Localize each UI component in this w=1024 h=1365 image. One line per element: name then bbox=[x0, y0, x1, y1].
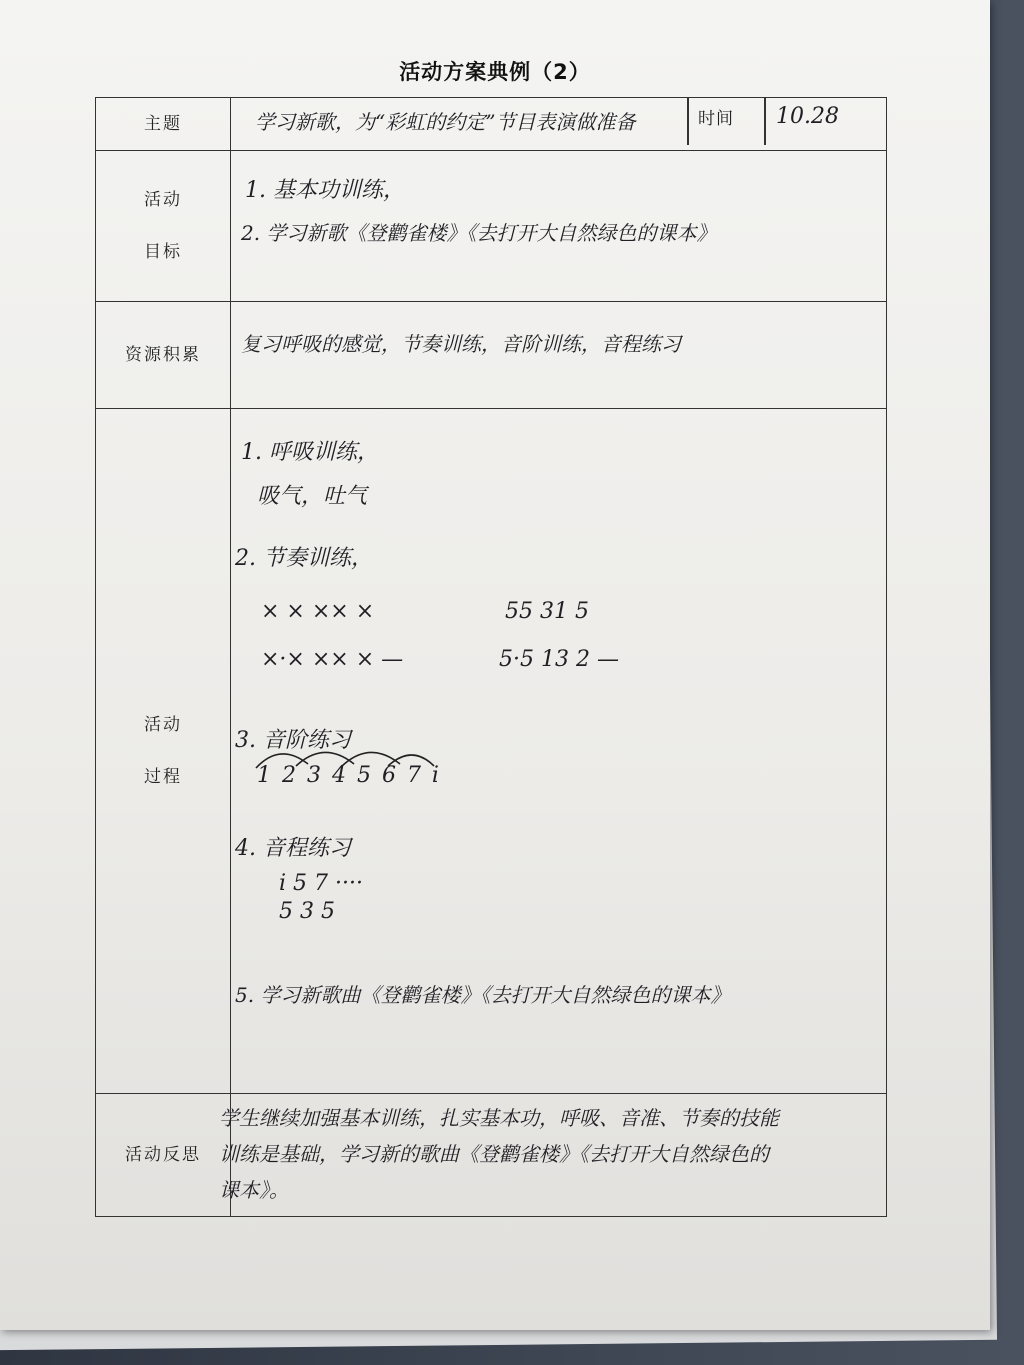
process-label bbox=[96, 409, 231, 1094]
time-value: 10.28 bbox=[776, 104, 839, 129]
resource-content: 复习呼吸的感觉，节奏训练，音阶训练，音程练习 bbox=[241, 332, 681, 356]
theme-content: 学习新歌，为“彩虹的约定”节目表演做准备 bbox=[255, 110, 636, 134]
step-3: 3. 音阶练习 bbox=[235, 728, 351, 753]
reflect-cell bbox=[219, 1094, 887, 1217]
step-1-sub: 吸气，吐气 bbox=[257, 484, 368, 509]
resource-label: 资源积累 bbox=[96, 302, 231, 409]
activity-plan-table bbox=[95, 97, 887, 1217]
reflect-line-1: 学生继续加强基本训练，扎实基本功，呼吸、音准、节奏的技能 bbox=[219, 1106, 779, 1130]
goal-label-line2: 目标 bbox=[144, 242, 182, 262]
goal-item-1: 1. 基本功训练， bbox=[245, 178, 405, 203]
goal-item-2: 2. 学习新歌《登鹳雀楼》《去打开大自然绿色的课本》 bbox=[241, 221, 717, 245]
resource-cell bbox=[231, 302, 887, 409]
notes-line-1: 55 31 5 bbox=[505, 599, 589, 624]
step-4: 4. 音程练习 bbox=[235, 836, 351, 861]
process-label-line1: 活动 bbox=[144, 715, 182, 735]
time-divider-2 bbox=[764, 97, 766, 145]
intervals-bottom: 5 3 5 bbox=[279, 899, 335, 924]
step-2: 2. 节奏训练， bbox=[235, 546, 373, 571]
goal-label bbox=[96, 151, 231, 302]
rhythm-line-2: ×·× ×× × — bbox=[261, 647, 404, 672]
reflect-label: 活动反思 bbox=[96, 1094, 231, 1217]
notes-line-2: 5·5 13 2 — bbox=[499, 647, 619, 672]
scale-arcs bbox=[250, 740, 450, 780]
time-divider-1 bbox=[687, 97, 689, 145]
scale-notes: 1 2 3 4 5 6 7 i bbox=[257, 763, 441, 788]
intervals-top: i 5 7 ···· bbox=[279, 871, 363, 896]
time-label: 时间 bbox=[698, 109, 734, 129]
reflect-line-2: 训练是基础，学习新的歌曲《登鹳雀楼》《去打开大自然绿色的 bbox=[219, 1142, 769, 1166]
step-5: 5. 学习新歌曲《登鹳雀楼》《去打开大自然绿色的课本》 bbox=[235, 983, 731, 1007]
rhythm-line-1: × × ×× × bbox=[261, 599, 375, 624]
process-label-line2: 过程 bbox=[144, 767, 182, 787]
page-title: 活动方案典例（2） bbox=[399, 60, 591, 84]
theme-label: 主题 bbox=[96, 98, 231, 151]
goal-label-line1: 活动 bbox=[144, 190, 182, 210]
reflect-line-3: 课本》。 bbox=[219, 1178, 289, 1202]
step-1: 1. 呼吸训练， bbox=[241, 440, 379, 465]
goal-cell bbox=[231, 151, 887, 302]
